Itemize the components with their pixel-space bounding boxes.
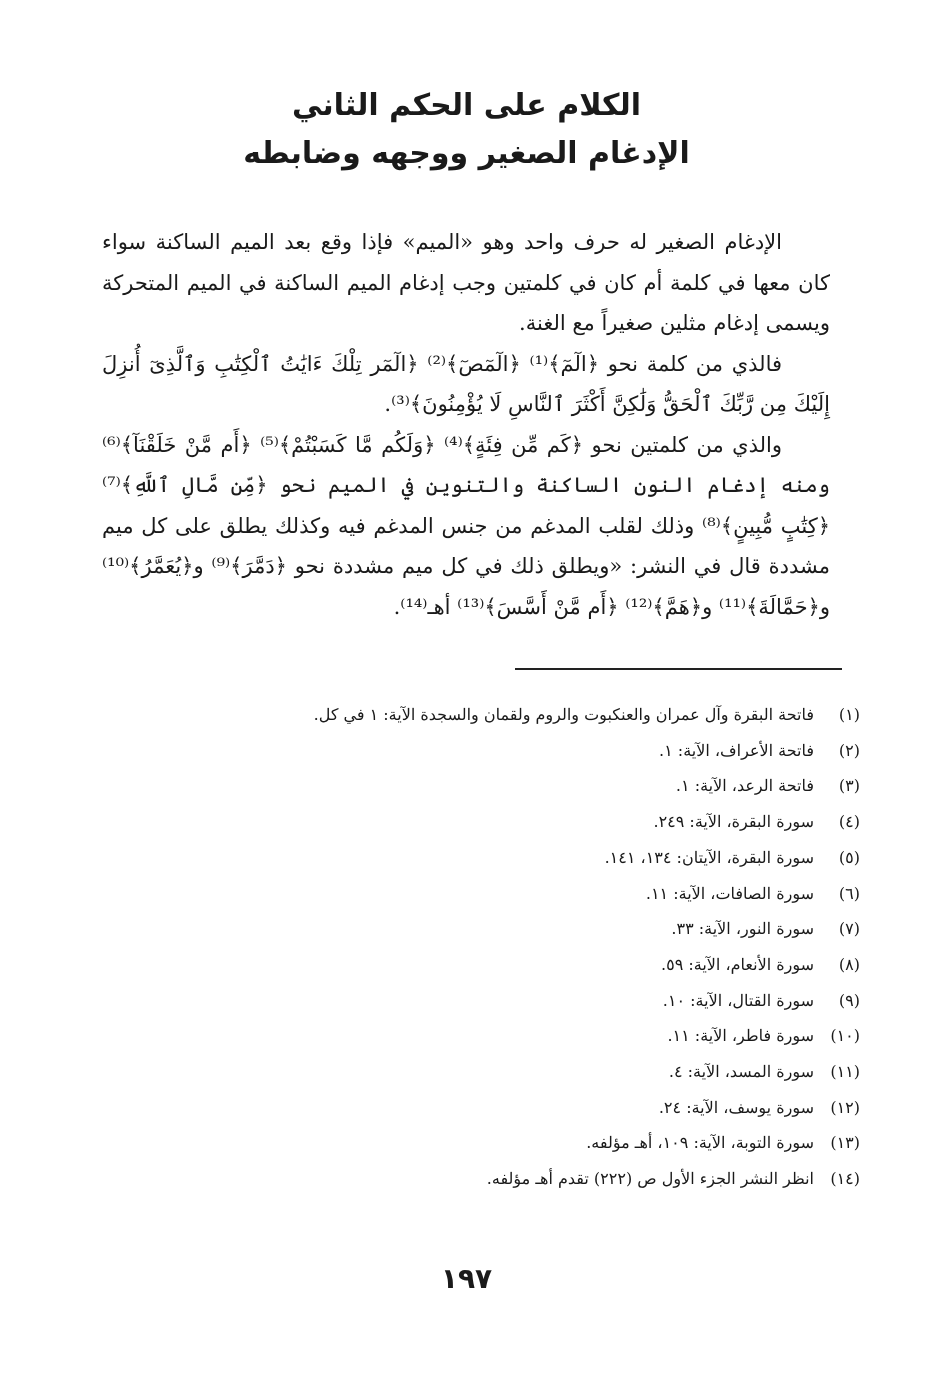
page-number: ١٩٧: [440, 1262, 493, 1295]
footnote-item: [200, 1161, 860, 1197]
footnote-number: (٥): [838, 847, 860, 867]
footnote-item: [200, 1090, 860, 1126]
footnote-number: (٩): [838, 990, 860, 1010]
footnote-text: فاتحة البقرة وآل عمران والعنكبوت والروم ولقمان والسجدة الآية: ١ في كل.: [313, 705, 814, 724]
footnote-text: سورة القتال، الآية: ١٠.: [662, 990, 814, 1010]
footnote-text: سورة فاطر، الآية: ١١.: [667, 1026, 814, 1046]
footnote-item: [200, 1018, 860, 1054]
footnote-number: (٧): [838, 919, 860, 939]
footnote-text: فاتحة الأعراف، الآية: ١.: [659, 740, 814, 760]
footnote-number: (١٠): [830, 1026, 860, 1046]
main-text: [102, 222, 830, 627]
footnote-item: [200, 840, 860, 876]
footnote-text: سورة النور، الآية: ٣٣.: [671, 919, 814, 939]
footnote-text: انظر النشر الجزء الأول ص (٢٢٢) تقدم أهـ مؤلفه.: [486, 1169, 814, 1189]
footnote-number: (١٣): [830, 1133, 860, 1153]
footnote-item: [200, 947, 860, 983]
footnote-number: (٣): [838, 776, 860, 796]
chapter-subtitle: الإدغام الصغير ووجهه وضابطه: [243, 136, 690, 171]
footnote-number: (١): [838, 705, 860, 724]
paragraph-two-word-examples: والذي من كلمتين نحو ﴿كَم مِّن فِئَةٍ﴾⁽⁴⁾ ﴿وَلَكُم مَّا كَسَبْتُمْ﴾⁽⁵⁾ ﴿أَم مَّنْ خَلَقْنَآ﴾⁽⁶⁾ ومنه إدغام النون الساكنة والتنوين في الميم نحو ﴿مِّن مَّالِ ٱللَّهِ﴾⁽⁷⁾ ﴿كِتَٰبٍ مُّبِينٍ﴾⁽⁸⁾ وذلك لقلب المدغم من جنس المدغم فيه وكذلك يطلق على كل ميم مشددة قال في النشر: «ويطلق ذلك في كل ميم مشددة نحو ﴿دَمَّرَ﴾⁽⁹⁾ و﴿يُعَمَّرُ﴾⁽¹⁰⁾ و﴿حَمَّالَةَ﴾⁽¹¹⁾ و﴿هَمَّ﴾⁽¹²⁾ ﴿أَم مَّنْ أَسَّسَ﴾⁽¹³⁾ أهـ⁽¹⁴⁾.: [102, 432, 831, 619]
footnote-text: سورة المسد، الآية: ٤.: [668, 1062, 814, 1082]
footnote-text: سورة البقرة، الآية: ٢٤٩.: [653, 812, 814, 832]
footnote-item: [200, 804, 860, 840]
footnote-item: [200, 1054, 860, 1090]
footnotes-list: [200, 697, 860, 1197]
footnote-number: (١١): [830, 1062, 860, 1082]
footnote-number: (٦): [838, 883, 860, 903]
footnote-text: سورة الصافات، الآية: ١١.: [645, 883, 814, 903]
footnote-item: [200, 876, 860, 912]
paragraph-definition: الإدغام الصغير له حرف واحد وهو «الميم» فإذا وقع بعد الميم الساكنة سواء كان معها في كلمة أم كان في كلمتين وجب إدغام الميم الساكنة في الميم المتحركة ويسمى إدغام مثلين صغيراً مع الغنة.: [102, 230, 830, 335]
footnote-item: [200, 911, 860, 947]
footnote-number: (١٤): [830, 1169, 860, 1189]
footnote-text: سورة يوسف، الآية: ٢٤.: [658, 1097, 814, 1117]
footnote-text: سورة التوبة، الآية: ١٠٩، أهـ مؤلفه.: [586, 1133, 814, 1153]
footnote-item: [200, 768, 860, 804]
footnote-number: (١٢): [830, 1097, 860, 1117]
footnote-text: سورة البقرة، الآيتان: ١٣٤، ١٤١.: [604, 847, 814, 867]
footnote-number: (٢): [838, 740, 860, 760]
footnote-item: [200, 983, 860, 1019]
footnote-text: سورة الأنعام، الآية: ٥٩.: [661, 954, 814, 974]
footnote-item: [200, 1125, 860, 1161]
paragraph-single-word-examples: فالذي من كلمة نحو ﴿الٓمٓ﴾⁽¹⁾ ﴿الٓمٓصٓ﴾⁽²⁾ ﴿الٓمٓر تِلْكَ ءَايَٰتُ ٱلْكِتَٰبِ وَٱلَّذِىٓ أُنزِلَ إِلَيْكَ مِن رَّبِّكَ ٱلْحَقُّ وَلَٰكِنَّ أَكْثَرَ ٱلنَّاسِ لَا يُؤْمِنُونَ﴾⁽³⁾.: [102, 351, 830, 416]
footnote-divider: [515, 668, 842, 670]
footnote-item: [200, 697, 860, 733]
chapter-heading: [100, 82, 833, 178]
footnote-item: [200, 733, 860, 769]
footnote-number: (٤): [838, 812, 860, 832]
chapter-title: الكلام على الحكم الثاني: [292, 88, 641, 123]
footnote-text: فاتحة الرعد، الآية: ١.: [675, 776, 814, 796]
footnote-number: (٨): [838, 954, 860, 974]
